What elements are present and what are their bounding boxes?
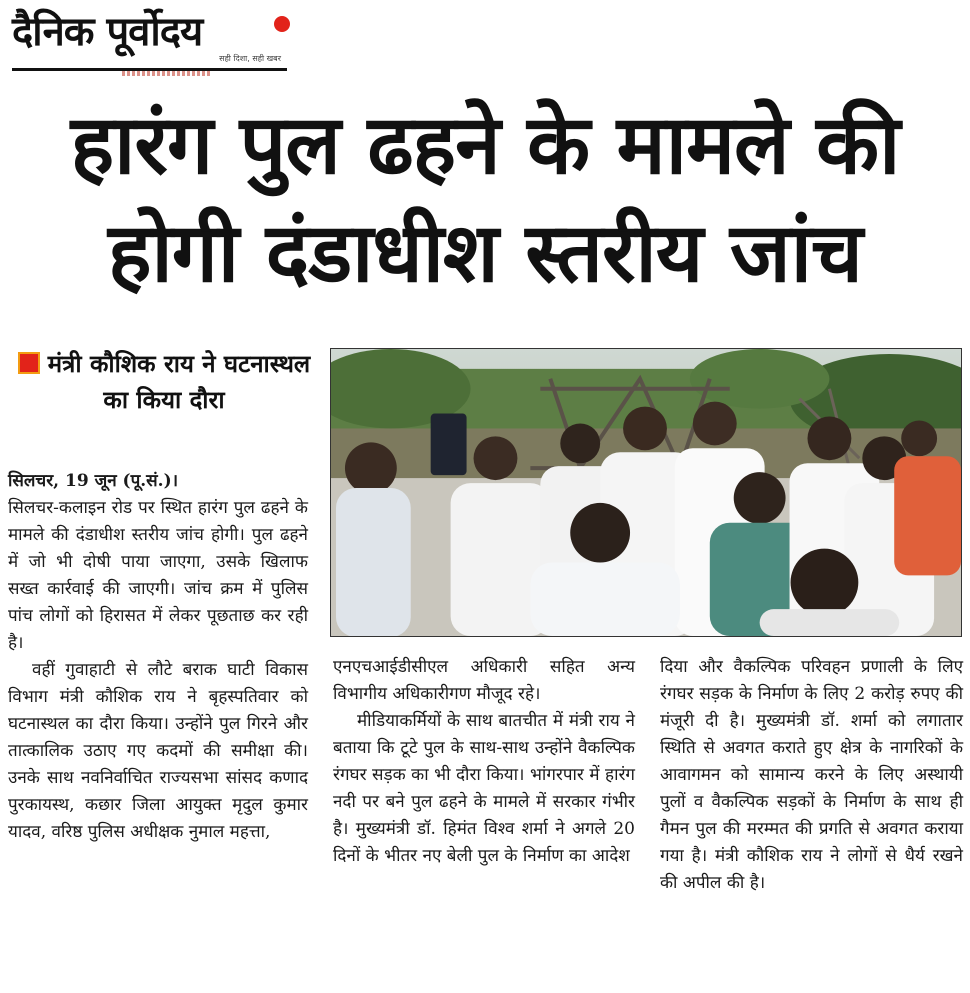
article-column-2 [333, 654, 635, 870]
masthead [12, 8, 287, 72]
logo-dot-icon [274, 16, 290, 32]
article-paragraph: वहीं गुवाहाटी से लौटे बराक घाटी विकास विभाग मंत्री कौशिक राय ने बृहस्पतिवार को घटनास्थल का दौरा किया। उन्होंने पुल गिरने और तात्कालिक उठाए गए कदमों की समीक्षा की। उनके साथ नवनिर्वाचित राज्यसभा सांसद कणाद पुरकायस्थ, कछार जिला आयुक्त मृदुल कुमार यादव, वरिष्ठ पुलिस अधीक्षक नुमाल महत्ता, [8, 660, 308, 842]
dateline: सिलचर, 19 जून (पू.सं.)। [8, 471, 179, 491]
photo-illustration [331, 349, 961, 636]
article-paragraph: एनएचआईडीसीएल अधिकारी सहित अन्य विभागीय अधिकारीगण मौजूद रहे। [333, 657, 635, 704]
headline: हारंग पुल ढहने के मामले की होगी दंडाधीश स्तरीय जांच [70, 98, 900, 301]
article-paragraph: मीडियाकर्मियों के साथ बातचीत में मंत्री राय ने बताया कि टूटे पुल के साथ-साथ उन्होंने वैकल्पिक रंगघर सड़क का भी दौरा किया। भांगरपार में हारंग नदी पर बने पुल ढहने के मामले में सरकार गंभीर है। मुख्यमंत्री डॉ. हिमंत विश्व शर्मा ने अगले 20 दिनों के भीतर नए बेली पुल के निर्माण का आदेश [333, 711, 635, 866]
news-photo [330, 348, 962, 637]
bullet-square-icon [18, 352, 40, 374]
article-column-3 [660, 654, 963, 897]
masthead-subline [122, 71, 212, 76]
newspaper-name: दैनिक पूर्वोदय [12, 9, 203, 55]
subheadline [14, 346, 314, 466]
subheadline-text: मंत्री कौशिक राय ने घटनास्थल का किया दौरा [47, 350, 311, 414]
article-paragraph: सिलचर-कलाइन रोड पर स्थित हारंग पुल ढहने के मामले की दंडाधीश स्तरीय जांच होगी। पुल ढहने में जो भी दोषी पाया जाएगा, उसके खिलाफ सख्त कार्रवाई की जाएगी। जांच क्रम में पुलिस पांच लोगों को हिरासत में लेकर पूछताछ कर रही है। [8, 498, 308, 653]
article-column-1 [8, 468, 308, 846]
article-paragraph: दिया और वैकल्पिक परिवहन प्रणाली के लिए रंगघर सड़क के निर्माण के लिए 2 करोड़ रुपए की मंजूरी दी है। मुख्यमंत्री डॉ. शर्मा को लगातार स्थिति से अवगत कराते हुए क्षेत्र के नागरिकों के आवागमन को सामान्य करने के लिए अस्थायी पुलों व वैकल्पिक सड़कों के निर्माण के साथ ही गैमन पुल की मरम्मत की प्रगति से अवगत कराया गया है। मंत्री कौशिक राय ने लोगों से धैर्य रखने की अपील की है। [660, 657, 963, 893]
newspaper-tagline: सही दिशा, सही खबर [219, 54, 281, 63]
